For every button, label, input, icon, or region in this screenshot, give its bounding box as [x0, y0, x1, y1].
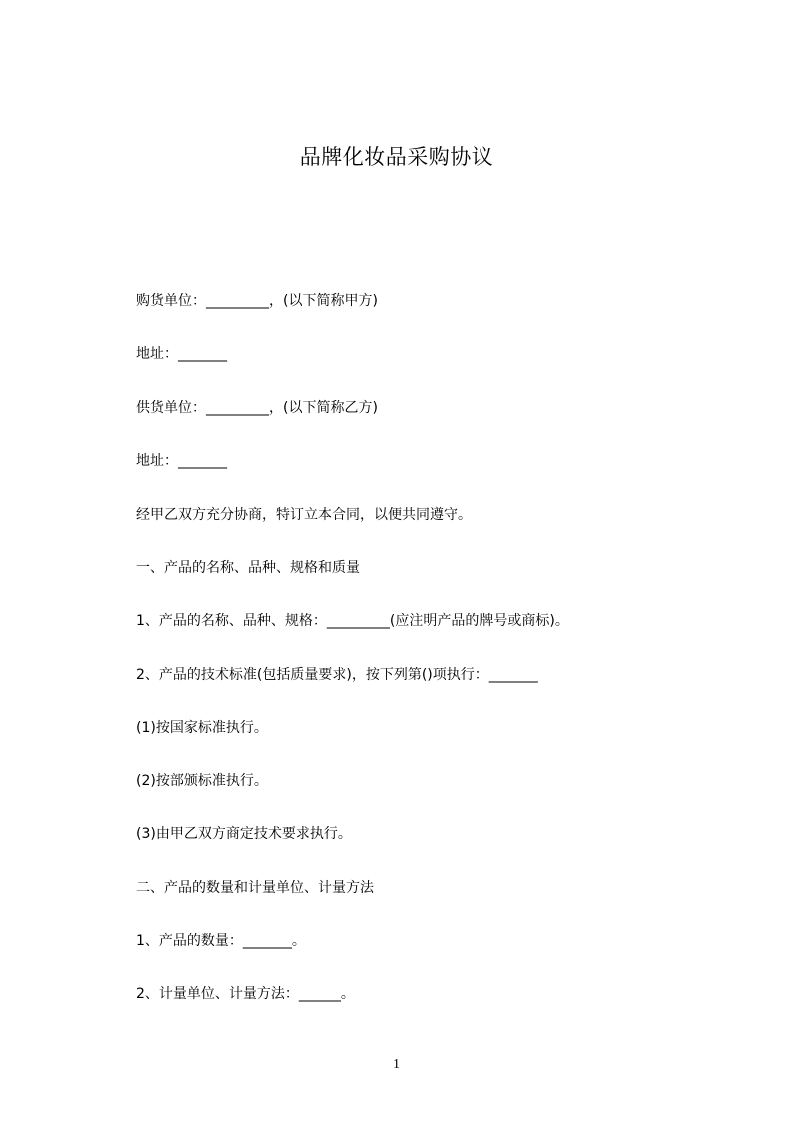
option-3: (3)由甲乙双方商定技术要求执行。 [136, 826, 352, 842]
section-1-heading: 一、产品的名称、品种、规格和质量 [136, 560, 360, 576]
supplier-address-line: 地址：_______ [136, 453, 227, 469]
option-2: (2)按部颁标准执行。 [136, 773, 268, 789]
section-2-heading: 二、产品的数量和计量单位、计量方法 [136, 880, 374, 896]
agreement-intro-line: 经甲乙双方充分协商，特订立本合同，以便共同遵守。 [136, 507, 472, 523]
clause-1-2: 2、产品的技术标准(包括质量要求)，按下列第()项执行：_______ [136, 667, 538, 683]
clause-2-1: 1、产品的数量：_______。 [136, 933, 306, 949]
buyer-line: 购货单位：_________，(以下简称甲方) [136, 293, 378, 309]
clause-1-1: 1、产品的名称、品种、规格：_________(应注明产品的牌号或商标)。 [136, 613, 569, 629]
document-title: 品牌化妆品采购协议 [299, 145, 494, 169]
page-number: 1 [393, 1057, 400, 1072]
buyer-address-line: 地址：_______ [136, 346, 227, 362]
supplier-line: 供货单位：_________，(以下简称乙方) [136, 400, 378, 416]
option-1: (1)按国家标准执行。 [136, 720, 268, 736]
clause-2-2: 2、计量单位、计量方法：______。 [136, 986, 355, 1002]
